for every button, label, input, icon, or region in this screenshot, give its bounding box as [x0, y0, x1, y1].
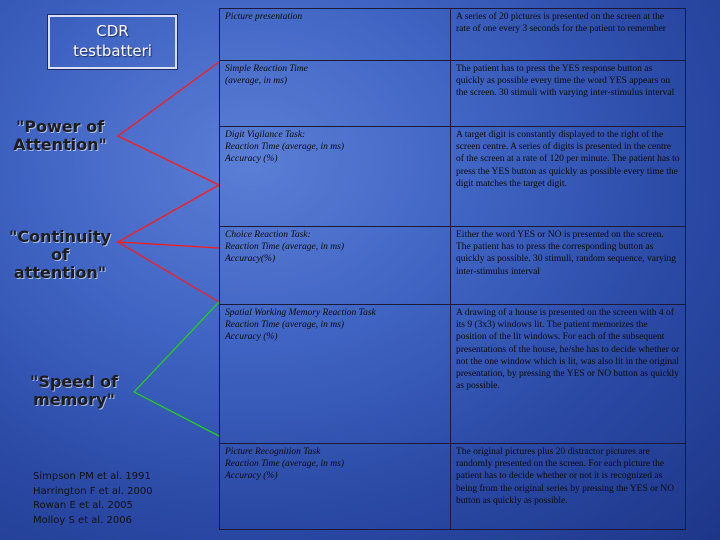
test-name-cell: Spatial Working Memory Reaction Task Reaction Time (average, in ms) Accuracy (%) [220, 305, 451, 444]
test-name-cell: Digit Vigilance Task: Reaction Time (average, in ms) Accuracy (%) [220, 127, 451, 227]
test-description-cell: A target digit is constantly displayed to the right of the screen centre. A series of digits is presented in the centre of the screen at a rate of 120 per minute. The patient has to press the YES button as quickly as possible every time the digit matches the target digit. [451, 127, 686, 227]
category-power-of-attention: "Power of Attention" [13, 117, 107, 154]
test-name-cell: Picture Recognition Task Reaction Time (average, in ms) Accuracy (%) [220, 444, 451, 530]
reference-item: Harrington F et al. 2000 [33, 485, 153, 497]
table-row [220, 227, 686, 305]
reference-item: Rowan E et al. 2005 [33, 500, 133, 511]
reference-item: Molloy S et al. 2006 [33, 514, 133, 526]
table-row [220, 9, 686, 61]
test-name-cell: Simple Reaction Time (average, in ms) [220, 61, 451, 127]
test-name-cell: Choice Reaction Task: Reaction Time (average, in ms) Accuracy(%) [220, 227, 451, 305]
green-connector-speed [134, 302, 219, 436]
test-description-cell: A drawing of a house is presented on the screen with 4 of its 9 (3x3) windows lit. The patient memorizes the position of the lit windows. For each of the subsequent presentations of the house, he/she has to decide whether or not the one window which is lit, was also lit in the original presentation, by pressing the YES or NO button as quickly as possible. [451, 305, 686, 444]
table-row [220, 444, 686, 530]
test-description-cell: A series of 20 pictures is presented on the screen at the rate of one every 3 seconds for the patient to remember [451, 9, 686, 61]
table-row [220, 61, 686, 127]
test-name-cell: Picture presentation [220, 9, 451, 61]
category-speed-of-memory: "Speed of memory" [30, 372, 118, 409]
reference-item: Simpson PM et al. 1991 [33, 471, 151, 482]
table-row [220, 127, 686, 227]
tests-table [219, 8, 686, 530]
table-row [220, 305, 686, 444]
test-description-cell: The patient has to press the YES response button as quickly as possible every time the word YES appears on the screen. 30 stimuli with varying inter-stimulus interval [451, 61, 686, 127]
category-continuity-of-attention: "Continuity of attention" [9, 227, 111, 282]
red-connector-continuity [118, 185, 219, 248]
test-description-cell: Either the word YES or NO is presented on the screen. The patient has to press the corresponding button as quickly as possible. 30 stimuli, random sequence, varying inter-stimulus interval [451, 227, 686, 305]
slide-title-box: CDR testbatteri [47, 14, 178, 70]
green-connector-from-power [118, 242, 219, 302]
red-connector-power [118, 62, 219, 185]
test-description-cell: The original pictures plus 20 distractor pictures are randomly presented on the screen. For each picture the patient has to decide whether or not it is recognized as being from the original series by pressing the YES or NO button as quickly as possible. [451, 444, 686, 530]
